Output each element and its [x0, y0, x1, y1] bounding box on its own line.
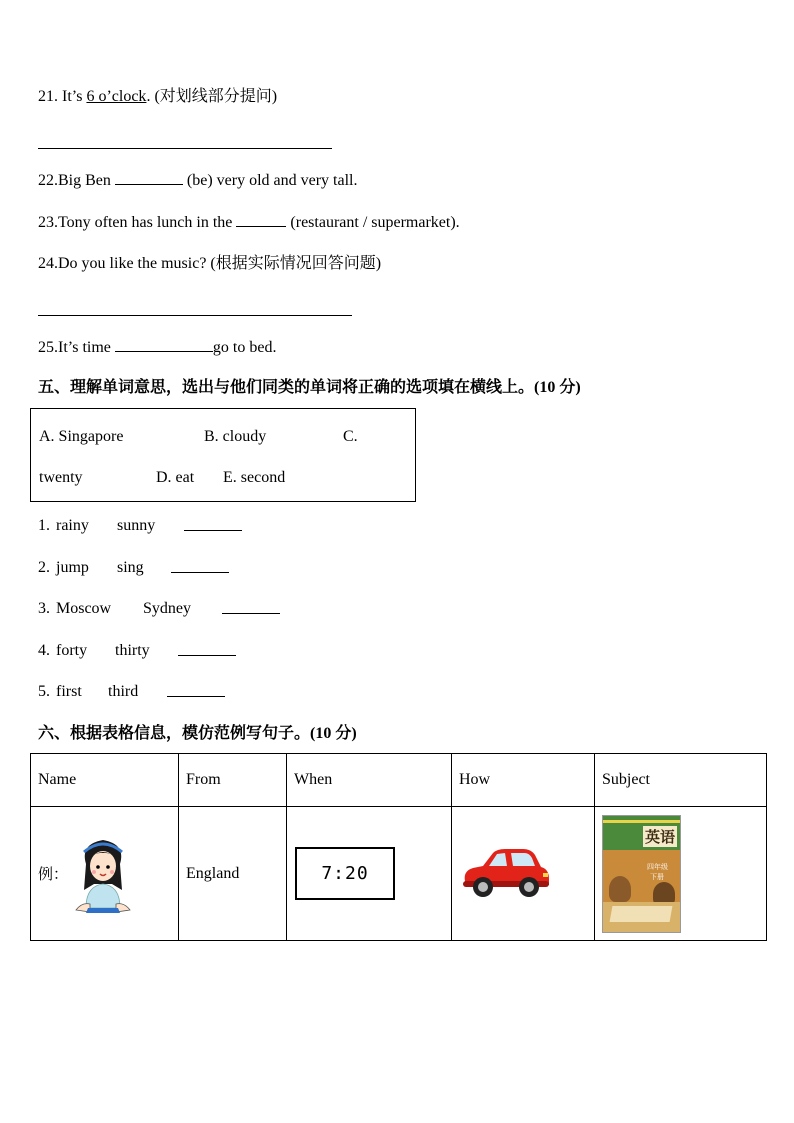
table-row	[31, 807, 767, 941]
info-table	[30, 753, 767, 941]
underlined-phrase: 6 o’clock	[86, 88, 147, 105]
cell-name	[31, 807, 179, 941]
question-24: 24.Do you like the music? (根据实际情况回答问题)	[38, 255, 382, 272]
header-name: Name	[31, 754, 179, 807]
answer-line-24[interactable]	[38, 315, 352, 316]
textbook-grade: 四年级	[647, 862, 668, 871]
clock-time: 7:20	[321, 863, 369, 884]
question-21: 21. It’s 6 o’clock. (对划线部分提问)	[38, 88, 278, 105]
options-box	[30, 408, 416, 502]
option-e: E. second	[223, 469, 286, 486]
car-illustration	[459, 841, 551, 901]
cell-from: England	[179, 807, 287, 941]
answer-line-21[interactable]	[38, 148, 332, 149]
blank-item-2[interactable]	[171, 558, 229, 573]
section-6-heading: 六、根据表格信息，模仿范例写句子。(10 分)	[38, 723, 357, 742]
question-25: 25.It’s time go to bed.	[38, 339, 277, 356]
cell-when	[287, 807, 452, 941]
blank-item-5[interactable]	[167, 682, 225, 697]
option-c: C.	[343, 428, 358, 445]
cell-subject	[595, 807, 767, 941]
girl-illustration	[72, 834, 134, 914]
blank-item-4[interactable]	[178, 641, 236, 656]
option-c-word: twenty	[39, 469, 83, 486]
header-subject: Subject	[595, 754, 767, 807]
blank-item-1[interactable]	[184, 516, 242, 531]
example-label: 例：	[38, 865, 69, 883]
textbook-volume: 下册	[650, 872, 664, 881]
cell-how	[452, 807, 595, 941]
blank-23[interactable]	[236, 212, 286, 227]
header-how: How	[452, 754, 595, 807]
header-when: When	[287, 754, 452, 807]
clock-display	[295, 847, 395, 900]
blank-22[interactable]	[115, 170, 183, 185]
question-22: 22.Big Ben (be) very old and very tall.	[38, 172, 358, 189]
blank-item-3[interactable]	[222, 599, 280, 614]
option-d: D. eat	[156, 469, 195, 486]
option-b: B. cloudy	[204, 428, 267, 445]
table-header-row	[31, 754, 767, 807]
textbook-title: 英语	[645, 827, 676, 846]
question-number: 21	[38, 88, 54, 105]
blank-25[interactable]	[115, 337, 213, 352]
header-from: From	[179, 754, 287, 807]
option-a: A. Singapore	[39, 428, 124, 445]
question-23: 23.Tony often has lunch in the (restaurant / supermarket).	[38, 214, 460, 231]
section-5-heading: 五、理解单词意思，选出与他们同类的单词将正确的选项填在横线上。(10 分)	[38, 377, 581, 396]
textbook-cover	[602, 815, 681, 933]
